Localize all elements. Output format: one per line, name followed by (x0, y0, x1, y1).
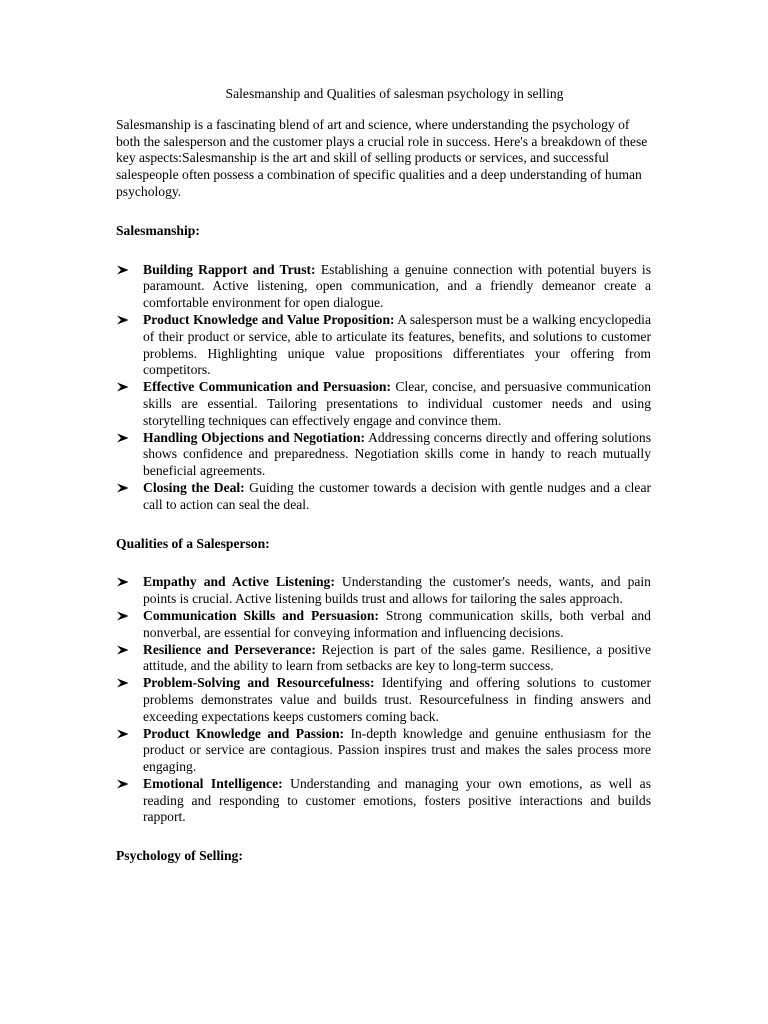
arrowhead-bullet-icon (116, 776, 130, 792)
list-item-text: Understanding and managing your own emotions, as well as reading and responding to customer emotions, fosters positive interactions and builds rapport. (143, 775, 652, 825)
arrowhead-bullet-icon (116, 642, 130, 658)
list-item-term: Communication Skills and Persuasion: (143, 607, 379, 623)
list-item-term: Resilience and Perseverance: (143, 641, 316, 657)
arrowhead-bullet-icon (116, 312, 130, 328)
list-item (116, 642, 651, 676)
list-item-text: Guiding the customer towards a decision with gentle nudges and a clear call to action can seal the deal. (143, 479, 651, 512)
arrowhead-bullet-icon (116, 608, 130, 624)
list-item-text: Addressing concerns directly and offering solutions shows confidence and preparedness. Negotiation skills come in handy to reach mutually beneficial agreements. (143, 429, 651, 479)
list-item (116, 776, 651, 826)
list-item-text: Rejection is part of the sales game. Resilience, a positive attitude, and the ability to learn from setbacks are key to long-term success. (143, 641, 651, 674)
list-item (116, 574, 651, 608)
list-item-text: Clear, concise, and persuasive communication skills are essential. Tailoring presentations to individual customer needs and using storytelling techniques can effectively engage and convince them. (143, 379, 651, 428)
document-title: Salesmanship and Qualities of salesman psychology in selling (225, 86, 564, 101)
list-item (116, 480, 651, 514)
list-item-term: Problem-Solving and Resourcefulness: (143, 675, 375, 691)
list-item-term: Closing the Deal: (143, 479, 245, 495)
list-item-text: Identifying and offering solutions to customer problems demonstrates value and builds trust. Resourcefulness in finding answers and exceeding expectations keeps customers coming back. (143, 675, 651, 724)
arrowhead-bullet-icon (116, 430, 130, 446)
list-item-text: Establishing a genuine connection with potential buyers is paramount. Active listening, open communication, and a friendly demeanor create a comfortable environment for open dialogue. (143, 261, 651, 311)
bullet-list (116, 262, 651, 514)
list-item-term: Building Rapport and Trust: (143, 261, 316, 277)
intro-paragraph: Salesmanship is a fascinating blend of art and science, where understanding the psychology of both the salesperson and the customer plays a crucial role in success. Here's a breakdown of these key aspects:Salesmanship is the art and skill of selling products or services, and successful salespeople often possess a combination of specific qualities and a deep understanding of human psychology. (116, 116, 648, 199)
list-item (116, 675, 651, 725)
arrowhead-bullet-icon (116, 574, 130, 590)
list-item (116, 312, 651, 379)
arrowhead-bullet-icon (116, 379, 130, 395)
list-item-term: Empathy and Active Listening: (143, 574, 335, 590)
list-item-text: Strong communication skills, both verbal and nonverbal, are essential for conveying information and influencing decisions. (143, 607, 651, 640)
list-item-term: Product Knowledge and Passion: (143, 725, 345, 741)
sections-container (116, 223, 651, 865)
list-item (116, 379, 651, 429)
list-item-text: A salesperson must be a walking encyclopedia of their product or service, able to articulate its features, benefits, and solutions to customer problems. Highlighting unique value propositions differentiates your offering from competitors. (143, 311, 651, 378)
list-item-term: Effective Communication and Persuasion: (143, 379, 392, 395)
list-item-term: Product Knowledge and Value Proposition: (143, 311, 395, 327)
list-item-text: In-depth knowledge and genuine enthusiasm for the product or service are contagious. Passion inspires trust and makes the sales process more engaging. (143, 725, 651, 775)
list-item (116, 430, 651, 480)
list-item (116, 262, 651, 312)
list-item-text: Understanding the customer's needs, wants, and pain points is crucial. Active listening builds trust and allows for tailoring the sales approach. (143, 574, 651, 607)
arrowhead-bullet-icon (116, 262, 130, 278)
section-heading: Psychology of Selling: (116, 848, 243, 864)
list-item (116, 726, 651, 776)
bullet-list (116, 574, 651, 826)
section-heading: Qualities of a Salesperson: (116, 535, 270, 551)
list-item-term: Emotional Intelligence: (143, 775, 283, 791)
list-item-term: Handling Objections and Negotiation: (143, 429, 366, 445)
list-item (116, 608, 651, 642)
arrowhead-bullet-icon (116, 675, 130, 691)
arrowhead-bullet-icon (116, 726, 130, 742)
section-heading: Salesmanship: (116, 222, 200, 238)
arrowhead-bullet-icon (116, 480, 130, 496)
document-page (116, 86, 651, 887)
